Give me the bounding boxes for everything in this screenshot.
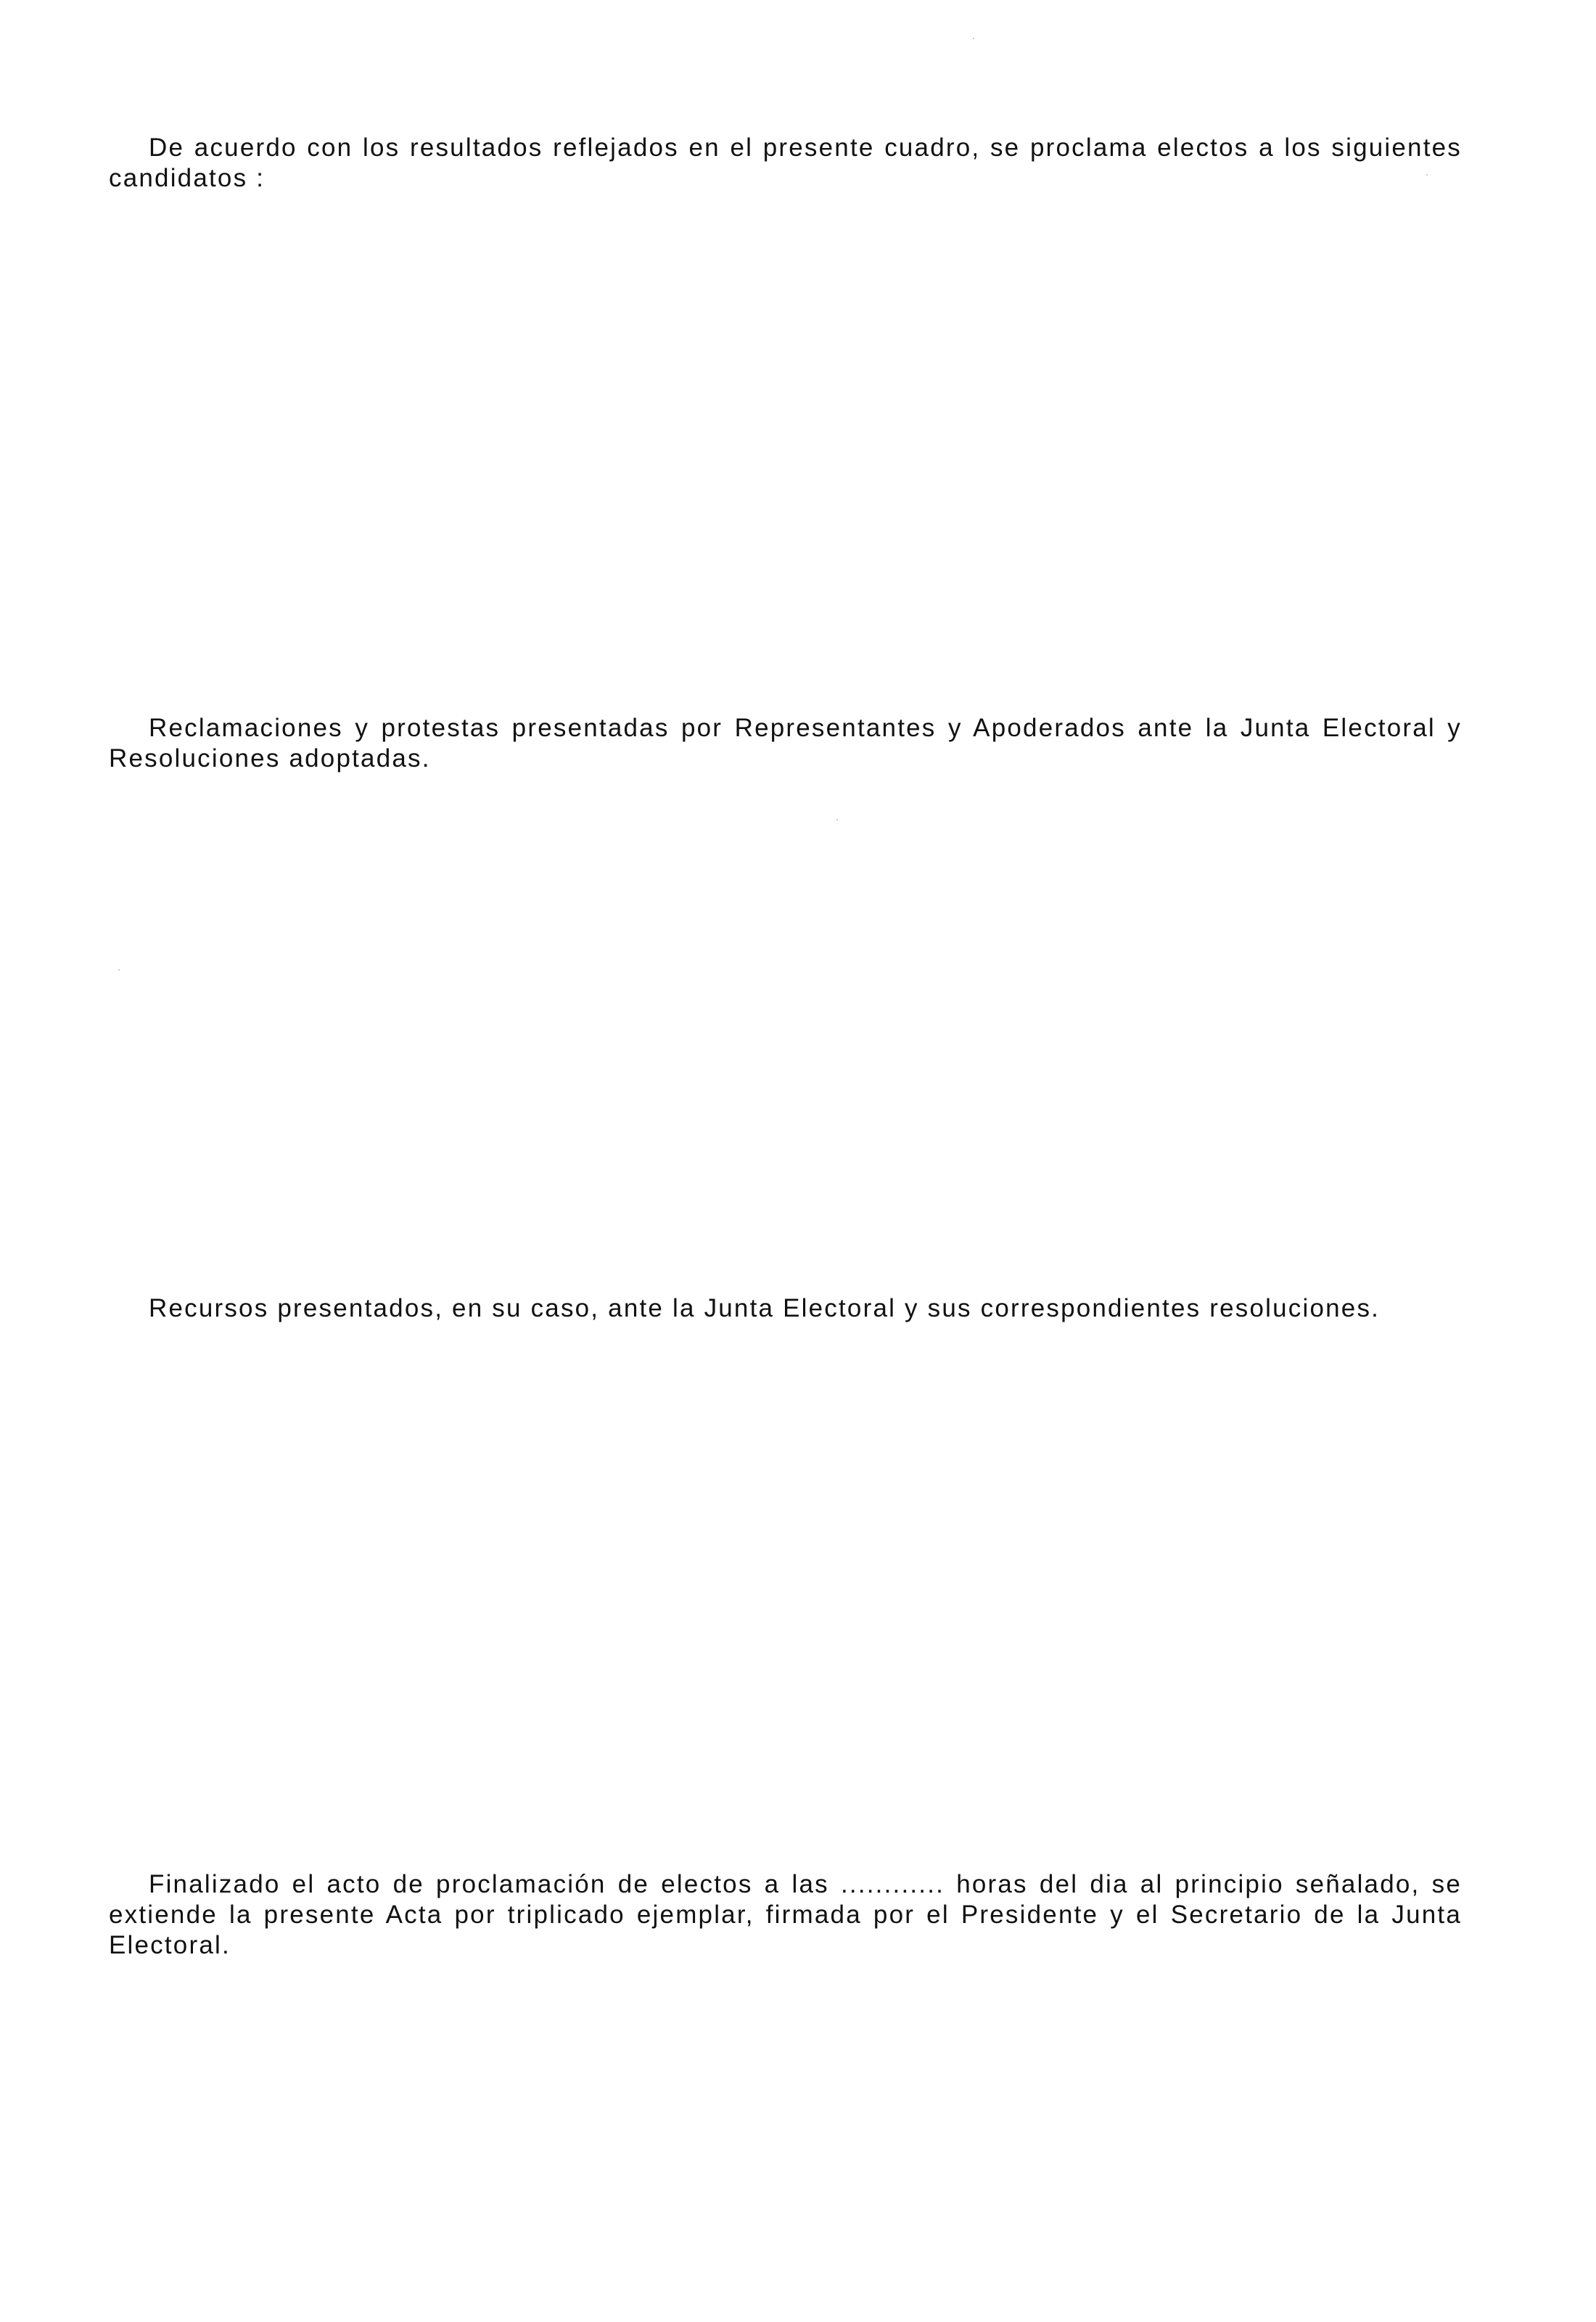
scan-speck (1426, 174, 1428, 176)
scan-speck (118, 969, 120, 971)
scan-speck (973, 38, 974, 39)
appeals-paragraph: Recursos presentados, en su caso, ante la Junta Electoral y sus correspondientes resoluciones. (149, 1294, 1381, 1322)
closing-paragraph: Finalizado el acto de proclamación de electos a las ............ horas del dia al principio señalado, se extiende la presente Acta por triplicado ejemplar, firmada por el Presidente y el Secretario de la Junta Electoral. (109, 1870, 1462, 1959)
scan-speck (836, 819, 838, 820)
proclamation-paragraph: De acuerdo con los resultados reflejados en el presente cuadro, se proclama electos a los siguientes candidatos : (109, 133, 1462, 192)
claims-paragraph: Reclamaciones y protestas presentadas por Representantes y Apoderados ante la Junta Electoral y Resoluciones adoptadas. (109, 714, 1462, 773)
